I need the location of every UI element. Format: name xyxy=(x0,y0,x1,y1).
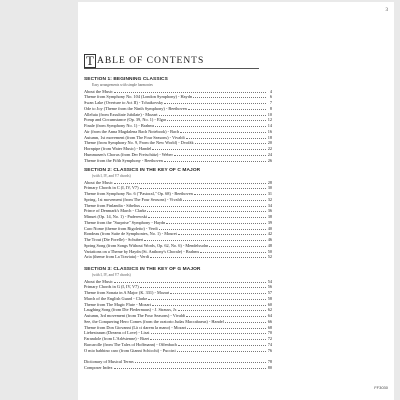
toc-entry-title: Theme from Don Giovanni (Là ci darem la mano) - Mozart xyxy=(84,324,187,330)
product-code: FF3030 xyxy=(374,385,388,390)
toc-entry-page: 16 xyxy=(267,128,272,134)
toc-entry-title: About the Music xyxy=(84,179,113,185)
document-page xyxy=(78,2,394,400)
toc-entry-page: 24 xyxy=(267,151,272,157)
toc-entry-title: Theme from Symphony No. 104 (London Symphony) - Haydn xyxy=(84,94,193,100)
toc-entry-title: Dictionary of Musical Terms xyxy=(84,359,134,364)
section-subheading: (with I, IV, and V7 chords) xyxy=(92,174,131,178)
dot-leader xyxy=(225,319,266,323)
toc-entry-page: 76 xyxy=(267,347,272,353)
dot-leader xyxy=(186,135,266,139)
toc-entry-title: Ode to Joy (Theme from the Ninth Symphony) - Beethoven xyxy=(84,105,187,111)
dot-leader xyxy=(114,180,266,184)
dot-leader xyxy=(178,231,266,235)
toc-entry-page: 60 xyxy=(267,301,272,307)
toc-entry-title: Variations on a Theme by Haydn (St. Anthony's Chorale) - Brahms xyxy=(84,248,200,254)
dot-leader xyxy=(152,302,266,306)
dot-leader xyxy=(200,249,266,253)
toc-entry-title: Laughing Song (from Die Fledermaus) - J. Strauss, Jr. xyxy=(84,307,177,313)
page-number: 3 xyxy=(385,8,388,13)
dot-leader xyxy=(174,152,266,156)
dot-leader xyxy=(164,100,266,104)
toc-entry-title: Spring, 1st movement (from The Four Seasons) - Vivaldi xyxy=(84,196,183,202)
toc-entry-page: 50 xyxy=(267,248,272,254)
toc-entry-page: 32 xyxy=(267,196,272,202)
toc-entry-page: 62 xyxy=(267,307,272,313)
toc-title-rest: ABLE OF CONTENTS xyxy=(96,56,205,66)
dot-leader xyxy=(186,313,266,317)
toc-entry-page: 72 xyxy=(267,336,272,342)
section-heading: SECTION 1: BEGINNING CLASSICS xyxy=(84,77,168,82)
section-heading: SECTION 3: CLASSICS IN THE KEY OF G MAJOR xyxy=(84,267,201,272)
dot-leader xyxy=(166,220,266,224)
toc-entry-page: 31 xyxy=(267,191,272,197)
dot-leader xyxy=(159,112,266,116)
toc-entry-page: 22 xyxy=(267,146,272,152)
toc-entry-page: 78 xyxy=(267,359,272,364)
toc-entry-title: Hummasen's Chorus (from Der Freischütz) - Weber xyxy=(84,151,173,157)
dot-leader xyxy=(140,185,266,189)
toc-entry-title: Minuet (Op. 14, No. 1) - Paderewski xyxy=(84,214,148,220)
toc-entry-page: 68 xyxy=(267,324,272,330)
toc-entry-title: Hornpipe (from Water Music) - Handel xyxy=(84,146,152,152)
dot-leader xyxy=(178,307,266,311)
toc-entry-page: 26 xyxy=(267,157,272,163)
toc-entry xyxy=(84,365,272,371)
dot-leader xyxy=(164,158,266,162)
dot-leader xyxy=(195,140,266,144)
toc-entry-page: 38 xyxy=(267,214,272,220)
toc-entry-page: 48 xyxy=(267,242,272,248)
dot-leader xyxy=(159,226,266,230)
toc-entry-page: 52 xyxy=(267,254,272,260)
dot-leader xyxy=(114,365,266,369)
toc-entry-title: The Trout (Die Forelle) - Schubert xyxy=(84,237,144,243)
toc-entry-page: 56 xyxy=(267,284,272,290)
dot-leader xyxy=(150,254,266,258)
dot-leader xyxy=(140,284,266,288)
dot-leader xyxy=(114,279,266,283)
dot-leader xyxy=(209,243,266,247)
toc-entry xyxy=(84,348,272,354)
toc-entry-title: March of the English Guard - Clarke xyxy=(84,295,148,301)
toc-entry-title: Theme from Finlandia - Sibelius xyxy=(84,202,141,208)
toc-entry-page: 12 xyxy=(267,117,272,123)
toc-entry-title: Theme from Sonata in A Major (K. 331) - Mozart xyxy=(84,290,170,296)
dot-leader xyxy=(170,290,266,294)
toc-entry-title: Primary Chords in G (I, IV, V7) xyxy=(84,284,139,290)
dot-leader xyxy=(141,203,266,207)
toc-entry-title: Autumn, 3rd movement (from The Four Seasons) - Vivaldi xyxy=(84,313,186,319)
toc-entry-title: Aria (theme from La Traviata) - Verdi xyxy=(84,254,150,260)
toc-entry-page: 14 xyxy=(267,123,272,129)
dot-leader xyxy=(177,348,266,352)
toc-entry-title: About the Music xyxy=(84,88,113,94)
toc-entry-title: Prince of Denmark's March - Clarke xyxy=(84,208,147,214)
toc-entry-page: 39 xyxy=(267,219,272,225)
toc-entry-page: 70 xyxy=(267,330,272,336)
toc-entry-page: 28 xyxy=(267,179,272,185)
dot-leader xyxy=(147,208,266,212)
section-1 xyxy=(84,77,272,163)
dot-leader xyxy=(187,325,266,329)
toc-entry-title: Rondeau (from Suite de Symphonies, No. 1) - Mouret xyxy=(84,231,177,237)
dot-leader xyxy=(148,296,266,300)
dot-leader xyxy=(178,342,266,346)
dot-leader xyxy=(180,129,266,133)
toc-entry xyxy=(84,254,272,260)
toc-entry-page: 20 xyxy=(267,140,272,146)
dot-leader xyxy=(148,214,266,218)
toc-entry-title: Theme (from Symphony No. 9, From the New World) - Dvořák xyxy=(84,140,194,146)
toc-entry-title: See, the Conquering Hero Comes (from the oratorio Judas Maccabaeus) - Handel xyxy=(84,318,224,324)
toc-title xyxy=(84,54,204,68)
toc-entry-title: Alleluia (from Exsultate Jubilate) - Mozart xyxy=(84,111,158,117)
toc-entry-page: 42 xyxy=(267,231,272,237)
toc-entry xyxy=(84,158,272,164)
toc-entry-title: O mio babbino caro (from Gianni Schicchi) - Puccini xyxy=(84,347,176,353)
dot-leader xyxy=(167,117,266,121)
toc-entry-page: 66 xyxy=(267,318,272,324)
section-subheading: Easy arrangements with simple harmonies xyxy=(92,83,153,87)
toc-entry-page: 57 xyxy=(267,290,272,296)
title-divider xyxy=(84,68,259,69)
toc-entry-page: 64 xyxy=(267,313,272,319)
toc-entry-page: 34 xyxy=(267,202,272,208)
dot-leader xyxy=(144,237,266,241)
dot-leader xyxy=(151,330,266,334)
dot-leader xyxy=(114,89,266,93)
toc-entry-page: 40 xyxy=(267,225,272,231)
toc-entry-page: 80 xyxy=(267,364,272,370)
toc-entry-page: 36 xyxy=(267,208,272,214)
dot-leader xyxy=(135,359,266,363)
toc-entry-title: Liebestraum (Dreams of Love) - Liszt xyxy=(84,330,150,336)
toc-entry-page: 18 xyxy=(267,134,272,140)
toc-entry-title: Spring Song (from Songs Without Words, Op. 62, No. 6) - Mendelssohn xyxy=(84,242,209,248)
section-subheading: (with I, IV, and V7 chords) xyxy=(92,273,131,277)
toc-entry-page: 8 xyxy=(269,105,272,111)
toc-title-initial: T xyxy=(86,53,94,68)
section-2 xyxy=(84,168,272,260)
dot-leader xyxy=(193,94,266,98)
toc-entry-title: Theme from the "Surprise" Symphony - Haydn xyxy=(84,219,166,225)
toc-entry-title: Pomp and Circumstance (Op. 39, No. 1) - Elgar xyxy=(84,117,167,123)
toc-entry-page: 6 xyxy=(269,94,272,100)
toc-entry-title: About the Music xyxy=(84,278,113,284)
toc-entry-page: 7 xyxy=(269,100,272,106)
toc-entry-page: 46 xyxy=(267,237,272,243)
toc-entry-title: Caro Nome (theme from Rigoletto) - Verdi xyxy=(84,225,158,231)
toc-entry-page: 10 xyxy=(267,111,272,117)
dot-leader xyxy=(183,197,266,201)
section-heading: SECTION 2: CLASSICS IN THE KEY OF C MAJOR xyxy=(84,168,201,173)
toc-entry-page: 74 xyxy=(267,341,272,347)
toc-entry-title: Air (from the Anna Magdalena Bach Notebook) - Bach xyxy=(84,128,179,134)
toc-entry-page: 58 xyxy=(267,295,272,301)
toc-entry-page: 54 xyxy=(267,278,272,284)
toc-entry-title: Theme from the Fifth Symphony - Beethoven xyxy=(84,157,163,163)
toc-entry-title: Autumn, 1st movement (from The Four Seasons) - Vivaldi xyxy=(84,134,185,140)
toc-entry-title: Theme from Symphony No. 6 ("Pastoral," Op. 68) - Beethoven xyxy=(84,191,193,197)
toc-entry-title: Swan Lake (Overture to Act II) - Tchaikovsky xyxy=(84,100,164,106)
toc-entry-title: Primary Chords in C (I, IV, V7) xyxy=(84,185,139,191)
toc-entry-page: 30 xyxy=(267,185,272,191)
toc-entry-title: Finale (from Symphony No. 1) - Brahms xyxy=(84,123,155,129)
section-3 xyxy=(84,267,272,353)
toc-entry-page: 4 xyxy=(269,88,272,94)
dot-leader xyxy=(155,123,266,127)
toc-entry-title: Composer Index xyxy=(84,364,113,370)
dot-leader xyxy=(152,146,266,150)
toc-entry-title: Barcarolle (from The Tales of Hoffmann) - Offenbach xyxy=(84,341,177,347)
dot-leader xyxy=(194,191,266,195)
back-matter xyxy=(84,359,272,371)
dot-leader xyxy=(188,106,266,110)
dot-leader xyxy=(150,336,266,340)
toc-entry-title: Theme from The Magic Flute - Mozart xyxy=(84,301,151,307)
toc-entry-title: Farandole (from L'Arlésienne) - Bizet xyxy=(84,336,150,342)
